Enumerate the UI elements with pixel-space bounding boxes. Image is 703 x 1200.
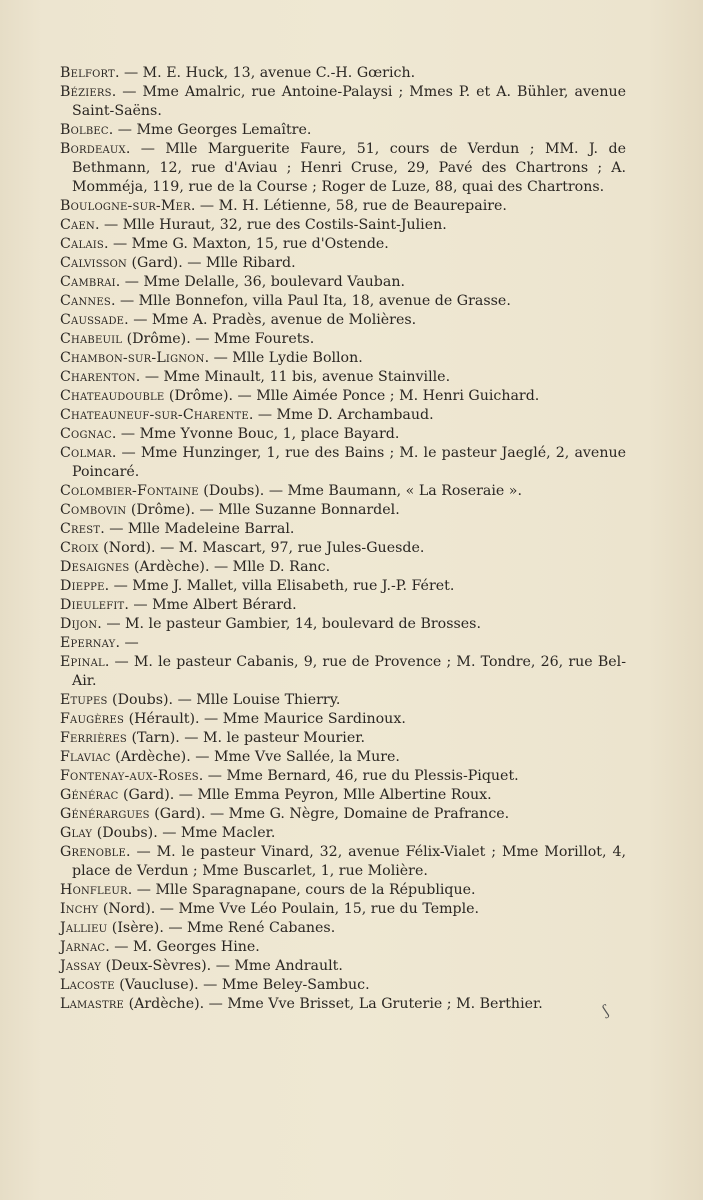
place-name: Chabeuil	[60, 331, 123, 347]
place-name: Colombier-Fontaine	[60, 483, 199, 499]
address-list	[60, 64, 626, 1014]
entry-text: (Drôme). — Mlle Suzanne Bonnardel.	[126, 502, 400, 518]
entry-text: (Deux-Sèvres). — Mme Andrault.	[101, 958, 343, 974]
place-name: Epernay	[60, 635, 116, 651]
entry-text: . — Mme J. Mallet, villa Elisabeth, rue J.-P. Féret.	[104, 578, 455, 594]
list-item	[60, 235, 626, 254]
entry-text: . — Mlle Marguerite Faure, 51, cours de Verdun ; MM. J. de Bethmann, 12, rue d'Aviau ; Henri Cruse, 29, Pavé des Chartrons ; A. Momméja, 119, rue de la Course ; Roger de Luze, 88, quai des Chartrons.	[72, 141, 626, 195]
entry-text: . — Mlle Lydie Bollon.	[204, 350, 363, 366]
entry-text: (Doubs). — Mme Baumann, « La Roseraie ».	[198, 483, 522, 499]
list-item	[60, 425, 626, 444]
list-item	[60, 691, 626, 710]
list-item	[60, 786, 626, 805]
list-item	[60, 634, 626, 653]
place-name: Chateauneuf-sur-Charente	[60, 407, 249, 423]
place-name: Faugères	[60, 711, 125, 727]
list-item	[60, 748, 626, 767]
place-name: Générargues	[60, 806, 150, 822]
place-name: Jarnac	[60, 939, 106, 955]
entry-text: (Gard). — Mlle Emma Peyron, Mlle Albertine Roux.	[118, 787, 492, 803]
pencil-mark: ʃ	[600, 1002, 612, 1020]
list-item	[60, 995, 626, 1014]
entry-text: . — M. le pasteur Gambier, 14, boulevard de Brosses.	[97, 616, 481, 632]
list-item	[60, 349, 626, 368]
list-item	[60, 482, 626, 501]
place-name: Lacoste	[60, 977, 115, 993]
list-item	[60, 900, 626, 919]
entry-text: . — M. le pasteur Cabanis, 9, rue de Provence ; M. Tondre, 26, rue Bel-Air.	[72, 654, 626, 689]
list-item	[60, 729, 626, 748]
place-name: Dijon	[60, 616, 98, 632]
place-name: Chateaudouble	[60, 388, 165, 404]
place-name: Fontenay-aux-Roses	[60, 768, 199, 784]
place-name: Jassay	[60, 958, 102, 974]
place-name: Crest	[60, 521, 101, 537]
list-item	[60, 938, 626, 957]
list-item	[60, 140, 626, 197]
list-item	[60, 881, 626, 900]
list-item	[60, 577, 626, 596]
place-name: Boulogne-sur-Mer	[60, 198, 191, 214]
entry-text: . — Mme G. Maxton, 15, rue d'Ostende.	[103, 236, 389, 252]
entry-text: (Tarn). — M. le pasteur Mourier.	[126, 730, 365, 746]
place-name: Flaviac	[60, 749, 111, 765]
entry-text: . — Mme Hunzinger, 1, rue des Bains ; M. le pasteur Jaeglé, 2, avenue Poincaré.	[72, 445, 626, 480]
list-item	[60, 254, 626, 273]
list-item	[60, 824, 626, 843]
entry-text: . — Mme Delalle, 36, boulevard Vauban.	[115, 274, 405, 290]
list-item	[60, 615, 626, 634]
list-item	[60, 976, 626, 995]
entry-text: (Ardèche). — Mme Vve Sallée, la Mure.	[110, 749, 400, 765]
entry-text: (Ardèche). — Mlle D. Ranc.	[129, 559, 331, 575]
list-item	[60, 83, 626, 121]
entry-text: (Nord). — M. Mascart, 97, rue Jules-Guesde.	[98, 540, 425, 556]
place-name: Belfort	[60, 65, 115, 81]
place-name: Caen	[60, 217, 95, 233]
entry-text: (Ardèche). — Mme Vve Brisset, La Gruterie ; M. Berthier.	[124, 996, 543, 1012]
list-item	[60, 387, 626, 406]
entry-text: . — M. le pasteur Vinard, 32, avenue Félix-Vialet ; Mme Morillot, 4, place de Verdun ; Mme Buscarlet, 1, rue Molière.	[72, 844, 626, 879]
list-item	[60, 292, 626, 311]
list-item	[60, 444, 626, 482]
list-item	[60, 767, 626, 786]
place-name: Bordeaux	[60, 141, 126, 157]
list-item	[60, 406, 626, 425]
entry-text: (Doubs). — Mme Macler.	[92, 825, 276, 841]
entry-text: . — Mme Georges Lemaître.	[108, 122, 312, 138]
entry-text: (Gard). — Mlle Ribard.	[126, 255, 296, 271]
place-name: Cannes	[60, 293, 111, 309]
place-name: Caussade	[60, 312, 125, 328]
place-name: Honfleur	[60, 882, 128, 898]
list-item	[60, 501, 626, 520]
list-item	[60, 64, 626, 83]
entry-text: . — Mme Albert Bérard.	[124, 597, 297, 613]
place-name: Ferrières	[60, 730, 127, 746]
entry-text: . — Mme Amalric, rue Antoine-Palaysi ; Mmes P. et A. Bühler, avenue Saint-Saëns.	[72, 84, 626, 119]
place-name: Glay	[60, 825, 93, 841]
place-name: Etupes	[60, 692, 108, 708]
entry-text: . — Mme D. Archambaud.	[248, 407, 434, 423]
list-item	[60, 805, 626, 824]
place-name: Bolbec	[60, 122, 109, 138]
entry-text: (Isère). — Mme René Cabanes.	[107, 920, 336, 936]
entry-text: (Gard). — Mme G. Nègre, Domaine de Prafrance.	[149, 806, 510, 822]
list-item	[60, 216, 626, 235]
place-name: Calais	[60, 236, 104, 252]
place-name: Inchy	[60, 901, 99, 917]
place-name: Calvisson	[60, 255, 127, 271]
place-name: Colmar	[60, 445, 112, 461]
entry-text: (Nord). — Mme Vve Léo Poulain, 15, rue du Temple.	[98, 901, 480, 917]
list-item	[60, 957, 626, 976]
entry-text: (Drôme). — Mme Fourets.	[122, 331, 315, 347]
list-item	[60, 919, 626, 938]
entry-text: . — M. Georges Hine.	[105, 939, 260, 955]
list-item	[60, 311, 626, 330]
place-name: Chambon-sur-Lignon	[60, 350, 205, 366]
place-name: Epinal	[60, 654, 105, 670]
entry-text: (Vaucluse). — Mme Beley-Sambuc.	[114, 977, 370, 993]
entry-text: . — Mme Yvonne Bouc, 1, place Bayard.	[111, 426, 400, 442]
list-item	[60, 558, 626, 577]
place-name: Charenton	[60, 369, 136, 385]
list-item	[60, 197, 626, 216]
entry-text: . — Mme A. Pradès, avenue de Molières.	[124, 312, 417, 328]
list-item	[60, 368, 626, 387]
entry-text: . — Mlle Huraut, 32, rue des Costils-Saint-Julien.	[94, 217, 447, 233]
entry-text: . — Mlle Sparagnapane, cours de la République.	[127, 882, 476, 898]
place-name: Générac	[60, 787, 119, 803]
list-item	[60, 539, 626, 558]
list-item	[60, 330, 626, 349]
list-item	[60, 273, 626, 292]
place-name: Croix	[60, 540, 99, 556]
list-item	[60, 520, 626, 539]
list-item	[60, 710, 626, 729]
entry-text: . — Mme Bernard, 46, rue du Plessis-Piquet.	[198, 768, 519, 784]
place-name: Dieulefit	[60, 597, 125, 613]
place-name: Combovin	[60, 502, 127, 518]
place-name: Béziers	[60, 84, 112, 100]
entry-text: . — M. E. Huck, 13, avenue C.-H. Gœrich.	[114, 65, 416, 81]
entry-text: . — Mlle Madeleine Barral.	[100, 521, 295, 537]
entry-text: . — Mme Minault, 11 bis, avenue Stainville.	[135, 369, 451, 385]
list-item	[60, 596, 626, 615]
list-item	[60, 843, 626, 881]
place-name: Jallieu	[60, 920, 108, 936]
list-item	[60, 653, 626, 691]
place-name: Lamastre	[60, 996, 125, 1012]
place-name: Cognac	[60, 426, 112, 442]
entry-text: (Hérault). — Mme Maurice Sardinoux.	[124, 711, 406, 727]
list-item	[60, 121, 626, 140]
place-name: Dieppe	[60, 578, 105, 594]
entry-text: . — Mlle Bonnefon, villa Paul Ita, 18, avenue de Grasse.	[110, 293, 511, 309]
entry-text: . — M. H. Létienne, 58, rue de Beaurepaire.	[190, 198, 507, 214]
place-name: Desaignes	[60, 559, 130, 575]
place-name: Grenoble	[60, 844, 126, 860]
entry-text: (Drôme). — Mlle Aimée Ponce ; M. Henri Guichard.	[164, 388, 540, 404]
entry-text: . —	[115, 635, 139, 651]
entry-text: (Doubs). — Mlle Louise Thierry.	[107, 692, 341, 708]
place-name: Cambrai	[60, 274, 116, 290]
